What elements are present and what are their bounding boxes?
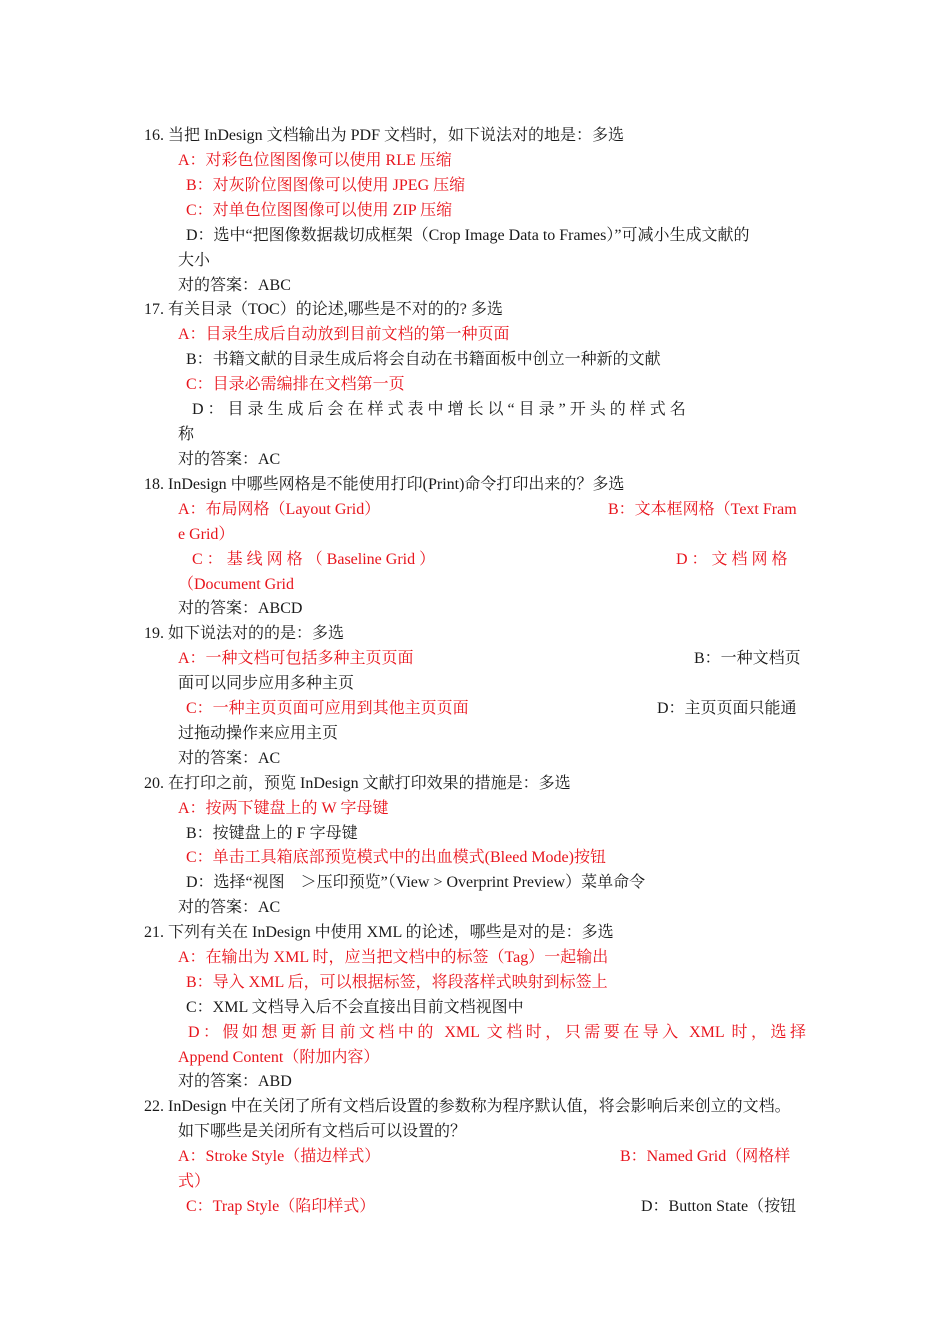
- question-20-option-c: C：单击工具箱底部预览模式中的出血模式(Bleed Mode)按钮: [186, 849, 606, 866]
- question-19-option-d: D：主页页面只能通: [657, 700, 797, 717]
- question-22-option-b: B：Named Grid（网格样: [620, 1148, 791, 1165]
- question-22-stem-cont: 如下哪些是关闭所有文档后可以设置的？: [178, 1123, 467, 1140]
- question-18-answer: 对的答案：ABCD: [178, 600, 303, 617]
- question-17-answer: 对的答案：AC: [178, 451, 281, 468]
- question-19-stem: 19. 如下说法对的的是：多选: [144, 625, 345, 642]
- question-20-stem: 20. 在打印之前，预览 InDesign 文献打印效果的措施是：多选: [144, 775, 571, 792]
- question-18-option-d: D ： 文 档 网 格: [676, 551, 788, 568]
- question-18-option-d-cont: （Document Grid: [178, 576, 294, 593]
- question-16-stem: 16. 当把 InDesign 文档输出为 PDF 文档时，如下说法对的地是：多选: [144, 127, 625, 144]
- question-19-option-b: B：一种文档页: [694, 650, 801, 667]
- question-21-option-b: B：导入 XML 后，可以根据标签，将段落样式映射到标签上: [186, 974, 608, 991]
- question-21-option-d-cont: Append Content（附加内容）: [178, 1049, 380, 1066]
- question-21-option-d: D：假如想更新目前文档中的 XML 文档时，只需要在导入 XML 时，选择: [188, 1024, 806, 1041]
- question-18-option-b: B：文本框网格（Text Fram: [608, 501, 797, 518]
- question-20-option-d: D：选择“视图 ＞压印预览”（View > Overprint Preview）菜单命令: [186, 874, 646, 891]
- question-16-option-b: B：对灰阶位图图像可以使用 JPEG 压缩: [186, 177, 466, 194]
- question-20-option-b: B：按键盘上的 F 字母键: [186, 825, 358, 842]
- question-19-option-c: C：一种主页页面可应用到其他主页页面: [186, 700, 469, 717]
- question-20-option-a: A：按两下键盘上的 W 字母键: [178, 800, 389, 817]
- question-17-option-a: A：目录生成后自动放到目前文档的第一种页面: [178, 326, 510, 343]
- question-18-option-c: C ： 基 线 网 格 （ Baseline Grid ）: [192, 551, 436, 568]
- question-18-stem: 18. InDesign 中哪些网格是不能使用打印(Print)命令打印出来的？多选: [144, 476, 625, 493]
- question-16-option-d-cont: 大小: [178, 252, 211, 269]
- question-22-option-a: A：Stroke Style（描边样式）: [178, 1148, 381, 1165]
- question-21-option-c: C：XML 文档导入后不会直接出目前文档视图中: [186, 999, 524, 1016]
- question-17-option-d-cont: 称: [178, 426, 195, 443]
- question-19-option-d-cont: 过拖动操作来应用主页: [178, 725, 339, 742]
- question-17-option-c: C：目录必需编排在文档第一页: [186, 376, 405, 393]
- question-16-option-d: D：选中“把图像数据裁切成框架（Crop Image Data to Frames）”可减小生成文献的: [186, 227, 750, 244]
- question-18-option-b-cont: e Grid）: [178, 526, 235, 543]
- question-22-stem: 22. InDesign 中在关闭了所有文档后设置的参数称为程序默认值，将会影响后来创立的文档。: [144, 1098, 791, 1115]
- question-18-option-a: A：布局网格（Layout Grid）: [178, 501, 381, 518]
- question-22-option-d: D：Button State（按钮: [641, 1198, 797, 1215]
- question-22-option-b-cont: 式）: [178, 1173, 211, 1190]
- question-16-option-a: A：对彩色位图图像可以使用 RLE 压缩: [178, 152, 452, 169]
- question-17-option-d: D ： 目 录 生 成 后 会 在 样 式 表 中 增 长 以 “ 目 录 ” 开 头 的 样 式 名: [192, 401, 686, 418]
- question-21-answer: 对的答案：ABD: [178, 1073, 292, 1090]
- question-17-stem: 17. 有关目录（TOC）的论述,哪些是不对的的? 多选: [144, 301, 503, 318]
- question-21-stem: 21. 下列有关在 InDesign 中使用 XML 的论述，哪些是对的是：多选: [144, 924, 614, 941]
- question-19-option-b-cont: 面可以同步应用多种主页: [178, 675, 355, 692]
- question-16-answer: 对的答案：ABC: [178, 277, 291, 294]
- question-22-option-c: C：Trap Style（陷印样式）: [186, 1198, 376, 1215]
- question-21-option-a: A：在输出为 XML 时，应当把文档中的标签（Tag）一起输出: [178, 949, 609, 966]
- question-19-option-a: A：一种文档可包括多种主页页面: [178, 650, 414, 667]
- question-17-option-b: B：书籍文献的目录生成后将会自动在书籍面板中创立一种新的文献: [186, 351, 661, 368]
- question-16-option-c: C：对单色位图图像可以使用 ZIP 压缩: [186, 202, 453, 219]
- question-19-answer: 对的答案：AC: [178, 750, 281, 767]
- question-20-answer: 对的答案：AC: [178, 899, 281, 916]
